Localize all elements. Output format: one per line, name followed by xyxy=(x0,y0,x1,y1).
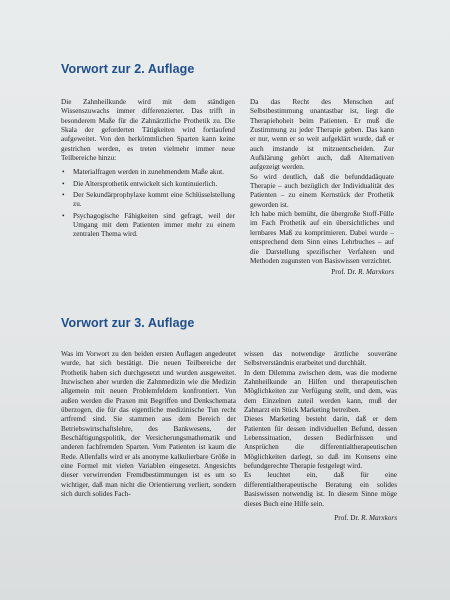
section-2-right-column xyxy=(250,98,394,278)
section-2-bullet-list xyxy=(61,168,235,239)
bullet-item: • Materialfragen werden in zunehmendem Maße akut. xyxy=(61,168,235,177)
signature-name: R. Marxkors xyxy=(361,513,397,522)
signature xyxy=(250,268,394,277)
paragraph: In dem Dilemma zwischen dem, was die moderne Zahnheilkunde an Hilfen und therapeutischen Möglichkeiten zur Verfügung stellt, und dem, was dem Einzelnen zuteil werden kann, muß der Zahnarzt ein Stück Marketing betreiben. xyxy=(244,368,397,415)
bullet-item: • Psychagogische Fähigkeiten sind gefragt, weil der Umgang mit dem Patienten immer mehr zu einem zentralen Thema wird. xyxy=(61,212,235,240)
bullet-item: • Der Sekundärprophylaxe kommt eine Schlüsselstellung zu. xyxy=(61,191,235,210)
section-2-intro: Die Zahnheilkunde wird mit dem ständigen Wissenszuwachs immer differenzierter. Das trifft in besonderem Maße für die Zahnärztliche Prothetik zu. Die Skala der geforderten Tätigkeiten wird fortlaufend aufgeweitet. Von den herkömmlichen Sparten kann keine gestrichen werden, es treten vielmehr immer neue Teilbereiche hinzu: xyxy=(61,98,235,163)
signature-prefix: Prof. Dr. xyxy=(331,268,359,277)
paragraph: So wird deutlich, daß die befunddadäquate Therapie – auch bezüglich der Individualität des Patienten – zu einem Kernstück der Prothetik geworden ist. xyxy=(250,172,394,209)
section-3-title: Vorwort zur 3. Auflage xyxy=(61,316,195,330)
section-3-left-column xyxy=(61,350,236,500)
bullet-item: • Die Altersprothetik entwickelt sich kontinuierlich. xyxy=(61,180,235,189)
paragraph: Was im Vorwort zu den beiden ersten Auflagen angedeutet wurde, hat sich bestätigt. Die neuen Teilbereiche der Prothetik haben sich durchgesetzt und wurden ausgeweitet. Inzwischen aber wurden die Zahnmedizin wie die Medizin allgemein mit neuen Problemfeldern konfrontiert. Von außen werden die Praxen mit Begriffen und Denkschemata überzogen, die für das eigentliche medizinische Tun recht artfremd sind. Sie stammen aus dem Bereich der Betriebswirtschaftslehre, des Bankwesens, der Beschäftigungspolitik, der Versicherungsmathematik und anderen fachfremden Sparten. Vom Patienten ist kaum die Rede. Allenfalls wird er als anonyme kalkulierbare Größe in eine Formel mit vielen Variablen eingesetzt. Angesichts dieser verwirrenden Fremdbestimmungen ist es um so wichtiger, daß man nicht die Orientierung verliert, sondern sich durch solides Fach- xyxy=(61,350,236,499)
paragraph: Es leuchtet ein, daß für eine differentialtherapeutische Beratung ein solides Basiswissen notwendig ist. In diesem Sinne möge dieses Buch eine Hilfe sein. xyxy=(244,471,397,508)
paragraph: Da das Recht des Menschen auf Selbstbestimmung unantastbar ist, liegt die Therapiehoheit beim Patienten. Er muß die Zustimmung zu jeder Therapie geben. Das kann er nur, wenn er so weit aufgeklärt wurde, daß er auch imstande ist mitzuentscheiden. Zur Aufklärung gehört auch, daß Alternativen aufgezeigt werden. xyxy=(250,98,394,172)
signature xyxy=(244,514,397,523)
section-2-left-column xyxy=(61,98,235,242)
paragraph: Dieses Marketing besteht darin, daß er dem Patienten für dessen individuellen Befund, dessen Lebenssituation, dessen Bedürfnissen und Ansprüchen die differentialtherapeutischen Möglichkeiten darlegt, so daß im Konsens eine befundgerechte Therapie festgelegt wird. xyxy=(244,415,397,471)
paragraph: Ich habe mich bemüht, die übergroße Stoff-Fülle im Fach Prothetik auf ein übersichtliches und lernbares Maß zu komprimieren. Dabei wurde – entsprechend dem Sinn eines Lehrbuches – auf die Darstellung spezifischer Verfahren und Methoden zugunsten von Basiswissen verzichtet. xyxy=(250,210,394,265)
section-2-title: Vorwort zur 2. Auflage xyxy=(61,62,195,76)
paragraph: wissen das notwendige ärztliche souveräne Selbstverständnis erarbeitet und durchhält. xyxy=(244,350,397,368)
signature-name: R. Marxkors xyxy=(358,268,394,277)
signature-prefix: Prof. Dr. xyxy=(334,513,362,522)
section-3-right-column xyxy=(244,350,397,523)
